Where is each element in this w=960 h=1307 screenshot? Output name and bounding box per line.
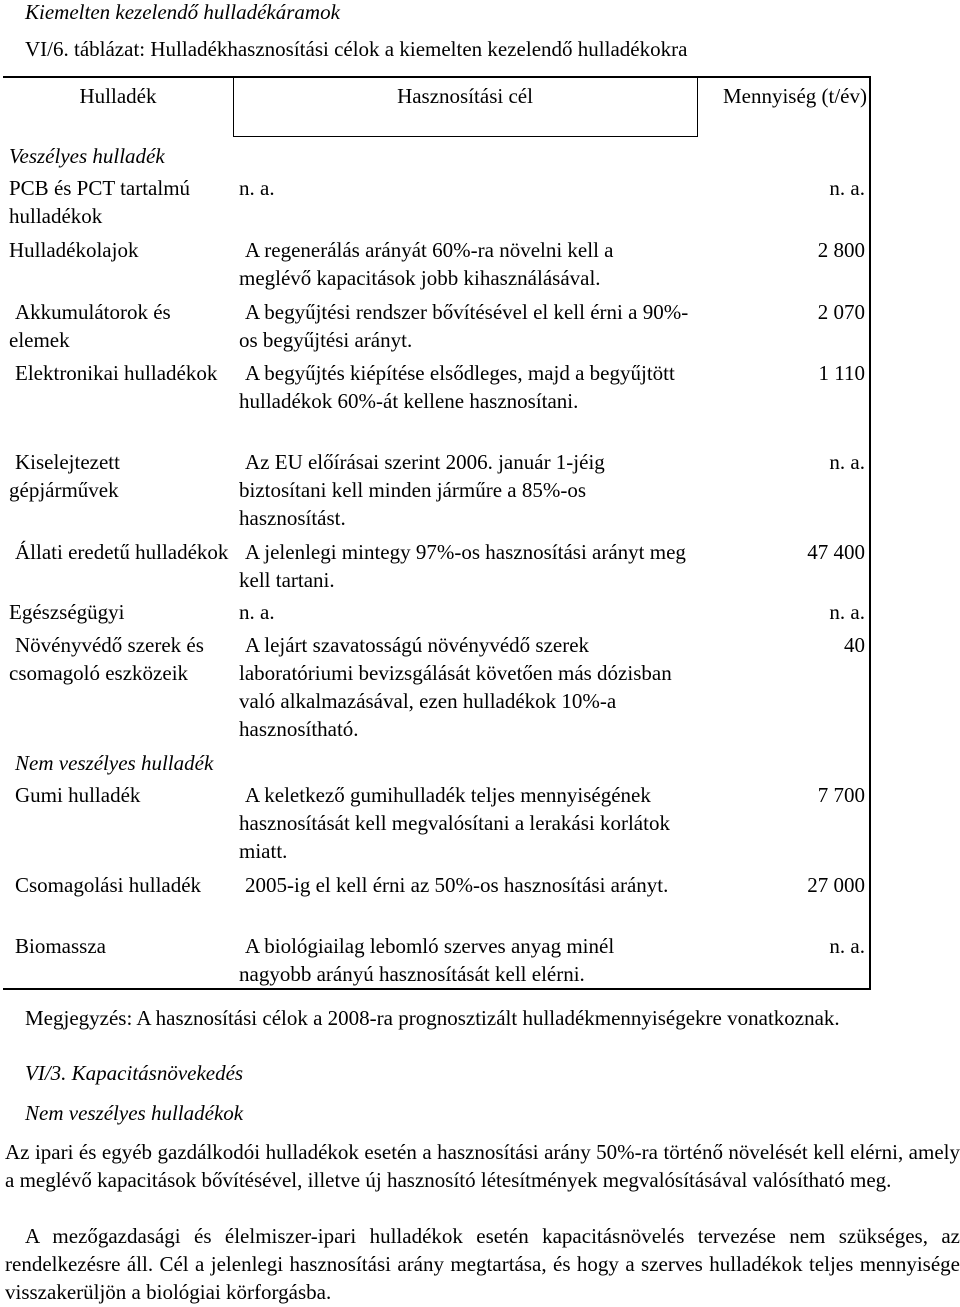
waste-recovery-table <box>3 76 871 990</box>
waste-name: Kiselejtezett gépjárművek <box>9 450 120 502</box>
group-label: Nem veszélyes hulladék <box>15 751 214 775</box>
waste-name: Egészségügyi <box>9 600 125 624</box>
section-heading: Kiemelten kezelendő hulladékáramok <box>25 0 340 24</box>
waste-name: Gumi hulladék <box>15 783 141 807</box>
amount: 47 400 <box>807 540 865 564</box>
recovery-goal: A begyűjtés kiépítése elsődleges, majd a begyűjtött hulladékok 60%-át kellene hasznosítani. <box>239 361 675 413</box>
header-divider-1 <box>233 76 234 136</box>
recovery-goal: n. a. <box>239 176 275 200</box>
recovery-goal: 2005-ig el kell érni az 50%-os hasznosítási arányt. <box>245 873 669 897</box>
table-caption: VI/6. táblázat: Hulladékhasznosítási célok a kiemelten kezelendő hulladékokra <box>25 37 688 61</box>
table-border-top <box>3 76 871 78</box>
sub-sub-heading: Nem veszélyes hulladékok <box>25 1101 244 1125</box>
table-note: Megjegyzés: A hasznosítási célok a 2008-ra prognosztizált hulladékmennyiségekre vonatkoznak. <box>25 1006 840 1030</box>
amount: 2 070 <box>817 300 865 324</box>
waste-name: PCB és PCT tartalmú hulladékok <box>9 176 191 228</box>
waste-name: Biomassza <box>15 934 106 958</box>
amount: 2 800 <box>817 238 865 262</box>
amount: n. a. <box>829 176 865 200</box>
table-border-bottom <box>3 988 871 990</box>
body-paragraph: A mezőgazdasági és élelmiszer-ipari hulladékok esetén kapacitásnövelés tervezése nem szükséges, az rendelkezésre áll. Cél a jelenlegi hasznosítási arány megtartása, és hogy a szerves hulladékok teljes mennyisége visszakerüljön a biológiai körforgásba. <box>5 1224 960 1304</box>
recovery-goal: A keletkező gumihulladék teljes mennyiségének hasznosítását kell megvalósítani a lerakási korlátok miatt. <box>239 783 670 863</box>
recovery-goal: n. a. <box>239 600 275 624</box>
amount: n. a. <box>829 934 865 958</box>
recovery-goal: Az EU előírásai szerint 2006. január 1-jéig biztosítani kell minden járműre a 85%-os hasznosítást. <box>239 450 605 530</box>
table-border-right <box>869 76 871 990</box>
recovery-goal: A biológiailag lebomló szerves anyag minél nagyobb arányú hasznosítását kell elérni. <box>239 934 615 986</box>
amount: n. a. <box>829 600 865 624</box>
header-amount: Mennyiség (t/év) <box>722 84 867 108</box>
waste-name: Elektronikai hulladékok <box>15 361 218 385</box>
amount: 40 <box>844 633 865 657</box>
amount: 7 700 <box>817 783 865 807</box>
waste-name: Hulladékolajok <box>9 238 139 262</box>
waste-name: Állati eredetű hulladékok <box>15 540 229 564</box>
waste-name: Akkumulátorok és elemek <box>9 300 171 352</box>
sub-heading: VI/3. Kapacitásnövekedés <box>25 1061 244 1085</box>
group-label: Veszélyes hulladék <box>9 144 165 168</box>
body-paragraph: Az ipari és egyéb gazdálkodói hulladékok esetén a hasznosítási arány 50%-ra történő növelését kell elérni, amely a meglévő kapacitások bővítésével, illetve új hasznosító létesítmények megvalósításával valósítható meg. <box>5 1140 960 1192</box>
recovery-goal: A regenerálás arányát 60%-ra növelni kell a meglévő kapacitások jobb kihasználásával. <box>239 238 614 290</box>
recovery-goal: A lejárt szavatosságú növényvédő szerek laboratóriumi bevizsgálását követően más dózisban való alkalmazásával, ezen hulladékok 10%-a hasznosítható. <box>239 633 672 741</box>
waste-name: Növényvédő szerek és csomagoló eszközeik <box>9 633 204 685</box>
header-waste: Hulladék <box>79 84 157 108</box>
recovery-goal: A begyűjtési rendszer bővítésével el kell érni a 90%-os begyűjtési arányt. <box>239 300 689 352</box>
amount: 27 000 <box>807 873 865 897</box>
amount: n. a. <box>829 450 865 474</box>
header-bottom-rule <box>233 136 698 137</box>
waste-name: Csomagolási hulladék <box>15 873 202 897</box>
header-goal: Hasznosítási cél <box>397 84 533 108</box>
amount: 1 110 <box>818 361 865 385</box>
recovery-goal: A jelenlegi mintegy 97%-os hasznosítási arányt meg kell tartani. <box>239 540 686 592</box>
